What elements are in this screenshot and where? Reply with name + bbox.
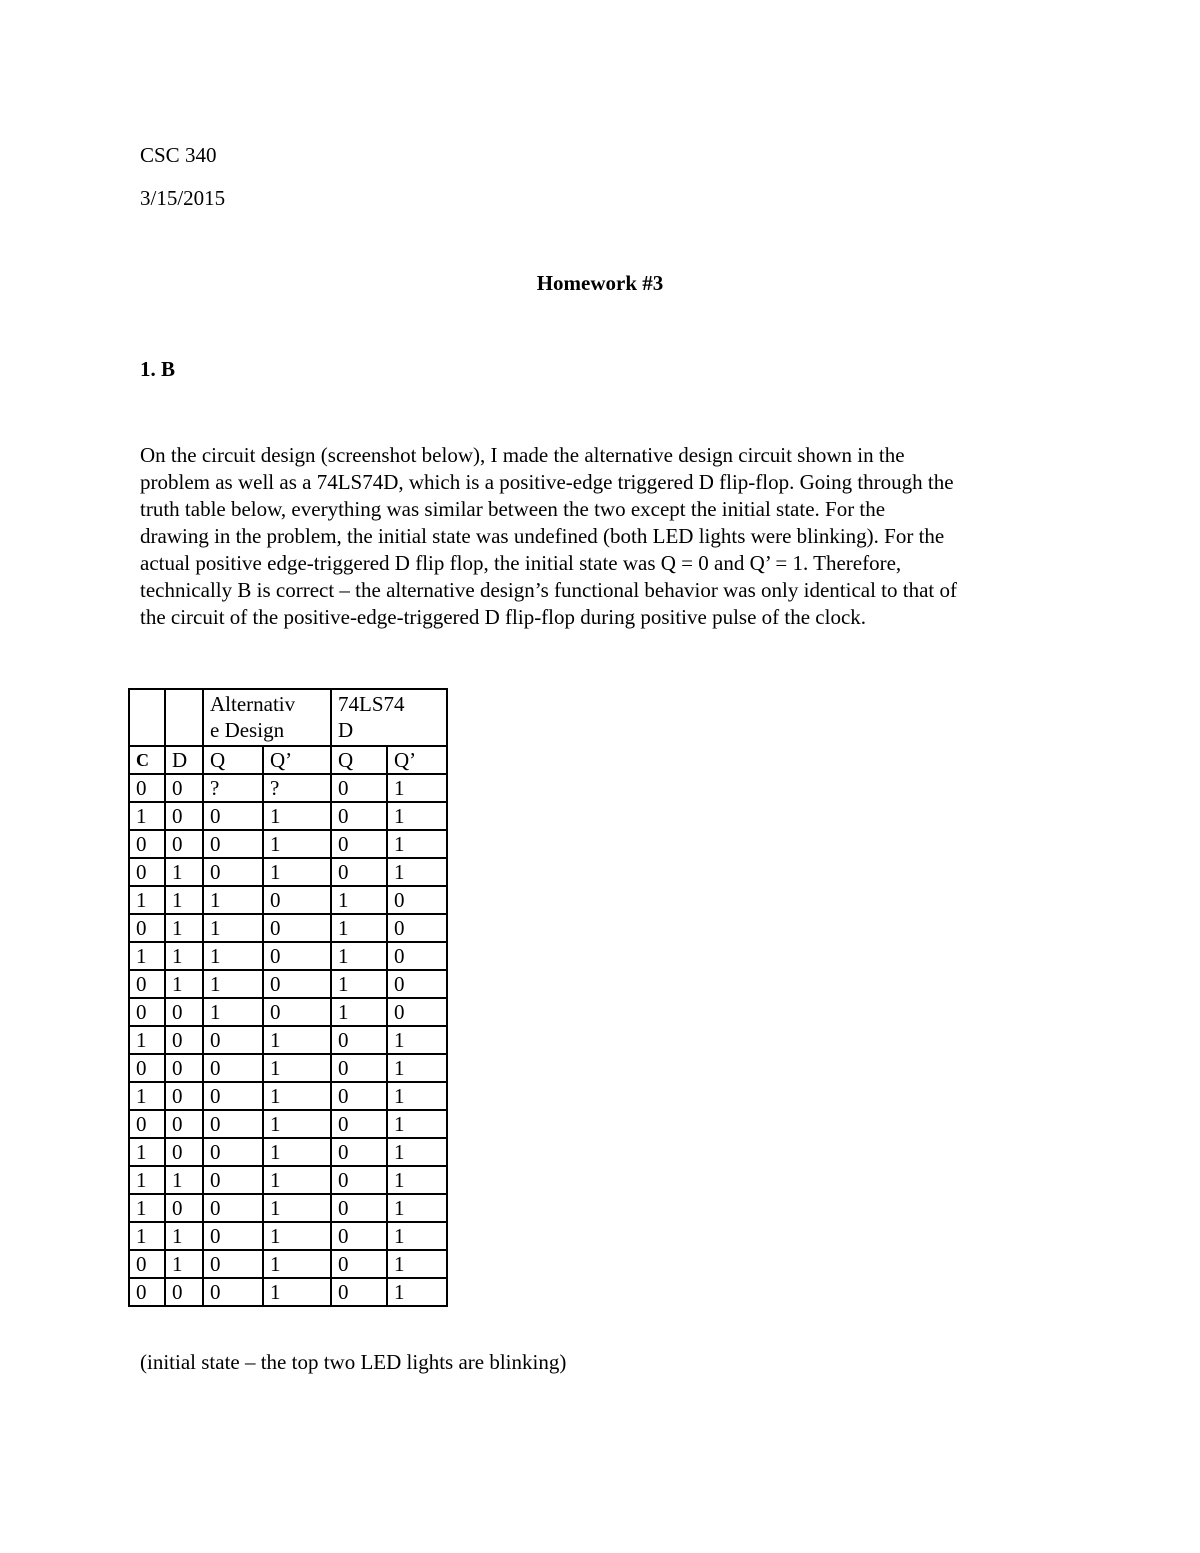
- table-cell: 1: [203, 998, 263, 1026]
- table-cell: 0: [331, 1026, 387, 1054]
- table-cell: 0: [165, 998, 203, 1026]
- table-cell: 1: [263, 1054, 331, 1082]
- table-cell: 0: [129, 830, 165, 858]
- column-header-alt-q: Q: [203, 746, 263, 774]
- table-cell: 1: [387, 1194, 447, 1222]
- table-cell: 1: [129, 1138, 165, 1166]
- table-row: [129, 970, 447, 998]
- table-cell: 1: [263, 1082, 331, 1110]
- table-cell: 0: [165, 1194, 203, 1222]
- table-cell: 0: [129, 1054, 165, 1082]
- table-row: [129, 1110, 447, 1138]
- answer-line: technically B is correct – the alternative design’s functional behavior was only identical to that of: [140, 578, 957, 602]
- table-cell: 1: [129, 886, 165, 914]
- column-header-c: C: [129, 746, 165, 774]
- truth-table-body: [129, 774, 447, 1306]
- table-cell: 0: [165, 1082, 203, 1110]
- page-title: Homework #3: [536, 271, 664, 295]
- table-cell: 1: [263, 1110, 331, 1138]
- table-cell: 1: [387, 1250, 447, 1278]
- table-cell: 1: [387, 1054, 447, 1082]
- answer-paragraph: [140, 442, 1075, 631]
- table-row: [129, 1278, 447, 1306]
- table-cell: 0: [129, 1110, 165, 1138]
- table-cell: 0: [129, 970, 165, 998]
- table-cell: 0: [331, 1166, 387, 1194]
- table-cell: 1: [263, 802, 331, 830]
- table-cell: 0: [263, 914, 331, 942]
- table-cell: 0: [129, 858, 165, 886]
- table-cell: 1: [331, 998, 387, 1026]
- blank-header-cell: [165, 689, 203, 746]
- table-cell: 0: [165, 1110, 203, 1138]
- table-cell: 0: [331, 830, 387, 858]
- table-cell: 1: [263, 858, 331, 886]
- column-header-d: D: [165, 746, 203, 774]
- table-row: [129, 830, 447, 858]
- table-row: [129, 914, 447, 942]
- table-row: [129, 1222, 447, 1250]
- table-row: [129, 802, 447, 830]
- table-cell: 0: [331, 1278, 387, 1306]
- table-cell: 0: [203, 1082, 263, 1110]
- table-cell: 1: [129, 1166, 165, 1194]
- answer-line: truth table below, everything was similar between the two except the initial state. For the: [140, 497, 886, 521]
- answer-line: On the circuit design (screenshot below), I made the alternative design circuit shown in the: [140, 443, 905, 467]
- table-cell: 1: [263, 1250, 331, 1278]
- answer-line: problem as well as a 74LS74D, which is a positive-edge triggered D flip-flop. Going through the: [140, 470, 954, 494]
- table-cell: 0: [203, 1166, 263, 1194]
- table-cell: 1: [203, 942, 263, 970]
- ls74d-header: [331, 689, 447, 746]
- table-cell: 1: [331, 970, 387, 998]
- table-cell: 1: [387, 1166, 447, 1194]
- table-cell: 0: [165, 774, 203, 802]
- table-cell: 0: [203, 1054, 263, 1082]
- table-row: [129, 1054, 447, 1082]
- table-cell: 0: [129, 914, 165, 942]
- truth-table-column-header: [129, 746, 447, 774]
- table-cell: 0: [203, 1194, 263, 1222]
- table-cell: 0: [203, 1222, 263, 1250]
- table-row: [129, 942, 447, 970]
- table-cell: 1: [263, 830, 331, 858]
- table-cell: 1: [129, 1194, 165, 1222]
- table-cell: 1: [387, 802, 447, 830]
- table-cell: 0: [387, 886, 447, 914]
- answer-line: drawing in the problem, the initial state was undefined (both LED lights were blinking). For the: [140, 524, 945, 548]
- table-cell: 1: [331, 914, 387, 942]
- answer-line: the circuit of the positive-edge-triggered D flip-flop during positive pulse of the clock.: [140, 605, 867, 629]
- table-cell: 0: [387, 998, 447, 1026]
- table-cell: 0: [165, 1278, 203, 1306]
- table-cell: 0: [331, 1222, 387, 1250]
- table-row: [129, 1138, 447, 1166]
- table-cell: 0: [331, 802, 387, 830]
- table-cell: ?: [203, 774, 263, 802]
- truth-table: [128, 688, 448, 1307]
- table-cell: 1: [387, 1026, 447, 1054]
- table-cell: 1: [387, 1138, 447, 1166]
- table-cell: 1: [387, 858, 447, 886]
- table-cell: 1: [387, 774, 447, 802]
- column-header-ls-q-prime: Q’: [387, 746, 447, 774]
- table-cell: 1: [129, 1222, 165, 1250]
- table-cell: 1: [165, 942, 203, 970]
- table-cell: 1: [387, 830, 447, 858]
- table-cell: 0: [331, 1250, 387, 1278]
- table-cell: 1: [387, 1222, 447, 1250]
- table-cell: 0: [203, 1026, 263, 1054]
- ls74d-header-line: 74LS74: [338, 692, 405, 716]
- course-code: CSC 340: [140, 143, 217, 167]
- table-cell: 1: [129, 1082, 165, 1110]
- table-row: [129, 1026, 447, 1054]
- blank-header-cell: [129, 689, 165, 746]
- table-cell: 1: [129, 1026, 165, 1054]
- table-cell: ?: [263, 774, 331, 802]
- table-cell: 0: [263, 970, 331, 998]
- ls74d-header-line: D: [338, 718, 354, 742]
- table-row: [129, 886, 447, 914]
- table-cell: 0: [203, 858, 263, 886]
- table-cell: 0: [387, 942, 447, 970]
- table-cell: 1: [263, 1278, 331, 1306]
- table-cell: 1: [165, 1166, 203, 1194]
- table-cell: 0: [165, 1138, 203, 1166]
- table-cell: 0: [203, 1278, 263, 1306]
- table-cell: 0: [331, 1082, 387, 1110]
- table-row: [129, 1082, 447, 1110]
- table-cell: 1: [263, 1194, 331, 1222]
- table-cell: 1: [263, 1166, 331, 1194]
- answer-line: actual positive edge-triggered D flip flop, the initial state was Q = 0 and Q’ = 1. Therefore,: [140, 551, 902, 575]
- caption: (initial state – the top two LED lights are blinking): [140, 1350, 567, 1374]
- column-header-alt-q-prime: Q’: [263, 746, 331, 774]
- table-row: [129, 774, 447, 802]
- table-cell: 0: [331, 858, 387, 886]
- question-number: 1. B: [140, 357, 176, 381]
- table-cell: 0: [203, 1110, 263, 1138]
- table-cell: 0: [263, 998, 331, 1026]
- table-cell: 0: [331, 1054, 387, 1082]
- table-row: [129, 998, 447, 1026]
- table-cell: 1: [387, 1278, 447, 1306]
- table-cell: 1: [331, 942, 387, 970]
- table-cell: 0: [203, 1138, 263, 1166]
- column-header-ls-q: Q: [331, 746, 387, 774]
- table-cell: 1: [165, 858, 203, 886]
- table-cell: 0: [331, 1194, 387, 1222]
- table-cell: 0: [165, 1054, 203, 1082]
- table-cell: 0: [331, 1138, 387, 1166]
- table-cell: 1: [263, 1026, 331, 1054]
- table-cell: 0: [387, 970, 447, 998]
- table-cell: 0: [331, 1110, 387, 1138]
- table-cell: 0: [129, 998, 165, 1026]
- table-cell: 0: [203, 1250, 263, 1278]
- table-cell: 1: [263, 1138, 331, 1166]
- table-cell: 1: [165, 970, 203, 998]
- table-row: [129, 1250, 447, 1278]
- alternative-design-header-line: e Design: [210, 718, 285, 742]
- table-cell: 1: [165, 1250, 203, 1278]
- table-cell: 0: [165, 830, 203, 858]
- table-cell: 1: [387, 1110, 447, 1138]
- table-row: [129, 858, 447, 886]
- table-cell: 0: [129, 774, 165, 802]
- table-cell: 0: [165, 1026, 203, 1054]
- table-cell: 1: [165, 886, 203, 914]
- truth-table-group-header: [129, 689, 447, 746]
- table-cell: 0: [165, 802, 203, 830]
- table-cell: 0: [387, 914, 447, 942]
- table-cell: 0: [129, 1278, 165, 1306]
- table-row: [129, 1166, 447, 1194]
- table-cell: 1: [387, 1082, 447, 1110]
- alternative-design-header: [203, 689, 331, 746]
- table-cell: 0: [263, 886, 331, 914]
- document-date: 3/15/2015: [140, 186, 226, 210]
- table-cell: 1: [203, 970, 263, 998]
- alternative-design-header-line: Alternativ: [210, 692, 296, 716]
- table-cell: 0: [203, 830, 263, 858]
- table-cell: 1: [331, 886, 387, 914]
- table-cell: 1: [203, 886, 263, 914]
- table-cell: 1: [129, 802, 165, 830]
- table-cell: 1: [129, 942, 165, 970]
- table-cell: 0: [203, 802, 263, 830]
- table-cell: 0: [129, 1250, 165, 1278]
- table-row: [129, 1194, 447, 1222]
- table-cell: 1: [165, 914, 203, 942]
- table-cell: 1: [165, 1222, 203, 1250]
- table-cell: 1: [263, 1222, 331, 1250]
- table-cell: 1: [203, 914, 263, 942]
- table-cell: 0: [263, 942, 331, 970]
- table-cell: 0: [331, 774, 387, 802]
